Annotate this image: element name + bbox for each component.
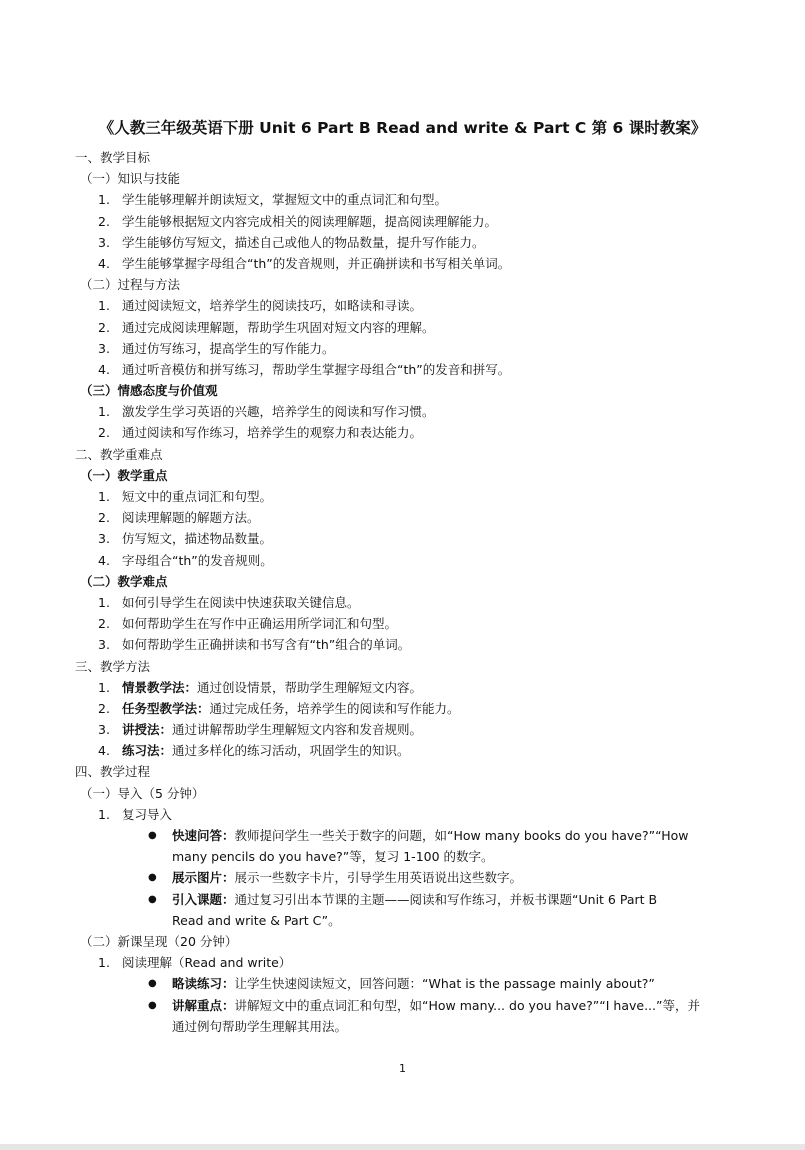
section-heading: 一、教学目标 [75, 150, 151, 165]
list-item-text: 学生能够理解并朗读短文，掌握短文中的重点词汇和句型。 [122, 192, 448, 208]
list-item [0, 952, 805, 973]
list-item [0, 592, 805, 613]
document-title: 《人教三年级英语下册 Unit 6 Part B Read and write & Part C 第 6 课时教案》 [98, 119, 707, 137]
list-item-number: 1. [98, 298, 110, 314]
list-item-number: 4. [98, 255, 110, 271]
bullet-item-text: 教师提问学生一些关于数字的问题，如“How many books do you have?”“How [234, 828, 689, 843]
section-heading: 二、教学重难点 [75, 446, 163, 462]
list-item [0, 698, 805, 719]
list-item-number: 1. [98, 955, 110, 971]
list-item-text: 复习导入 [122, 806, 173, 822]
list-item-text: 阅读理解（Read and write） [122, 955, 292, 971]
list-item-text: 通过多样化的练习活动，巩固学生的知识。 [172, 743, 410, 759]
list-item-text: 短文中的重点词汇和句型。 [122, 489, 273, 504]
list-item-text: 学生能够根据短文内容完成相关的阅读理解题，提高阅读理解能力。 [122, 213, 498, 229]
list-item [0, 338, 805, 359]
list-item [0, 232, 805, 253]
list-item-number: 4. [98, 552, 110, 568]
list-item-number: 1. [98, 679, 110, 695]
list-item-number: 1. [98, 404, 110, 420]
list-item-number: 2. [98, 425, 110, 441]
list-item [0, 317, 805, 338]
list-item [0, 486, 805, 507]
list-item [0, 634, 805, 655]
subsection-heading: （二）新课呈现（20 分钟） [80, 933, 238, 949]
subsection-heading: （一）知识与技能 [80, 171, 181, 187]
list-item-text: 如何帮助学生在写作中正确运用所学词汇和句型。 [122, 616, 398, 632]
list-item-number: 1. [98, 489, 110, 504]
list-item [0, 550, 805, 571]
list-item-number: 2. [98, 616, 110, 632]
bullet-item-continuation: 通过例句帮助学生理解其用法。 [172, 1018, 348, 1034]
bullet-item-continuation: Read and write & Part C”。 [172, 912, 341, 928]
bullet-dot-icon: ● [148, 978, 157, 990]
list-item-text: 学生能够掌握字母组合“th”的发音规则，并正确拼读和书写相关单词。 [122, 255, 511, 271]
list-item [0, 804, 805, 825]
list-item-text: 通过仿写练习，提高学生的写作能力。 [122, 340, 335, 356]
list-item-number: 3. [98, 234, 110, 250]
bullet-item [0, 995, 805, 1016]
list-item-number: 3. [98, 340, 110, 356]
list-item-text: 通过讲解帮助学生理解短文内容和发音规则。 [172, 722, 423, 738]
list-item [0, 401, 805, 422]
list-item-text: 激发学生学习英语的兴趣，培养学生的阅读和写作习惯。 [122, 404, 435, 420]
subsection-heading: （三）情感态度与价值观 [80, 383, 218, 399]
subsection-heading: （一）教学重点 [80, 467, 168, 483]
bullet-item [0, 825, 805, 846]
list-item-number: 1. [98, 192, 110, 208]
subsection-heading: （二）教学难点 [80, 573, 168, 589]
list-item-label: 任务型教学法： [122, 700, 210, 716]
bullet-item-label: 快速问答： [172, 828, 235, 843]
bullet-dot-icon: ● [148, 830, 157, 841]
bullet-item [0, 889, 805, 910]
bullet-item-label: 引入课题： [172, 891, 235, 907]
list-item [0, 719, 805, 740]
list-item-text: 阅读理解题的解题方法。 [122, 510, 260, 526]
list-item-label: 情景教学法： [122, 679, 198, 695]
bullet-item [0, 973, 805, 994]
bullet-dot-icon: ● [148, 999, 157, 1011]
list-item-text: 通过听音模仿和拼写练习，帮助学生掌握字母组合“th”的发音和拼写。 [122, 361, 511, 377]
list-item-number: 1. [98, 806, 110, 822]
list-item-number: 2. [98, 700, 110, 716]
list-item-number: 2. [98, 510, 110, 526]
list-item-text: 通过完成任务，培养学生的阅读和写作能力。 [209, 700, 460, 716]
list-item-number: 3. [98, 531, 110, 547]
page-number: 1 [399, 1062, 406, 1075]
list-item [0, 613, 805, 634]
bullet-item-label: 略读练习： [172, 976, 235, 992]
bullet-dot-icon: ● [148, 872, 157, 884]
bullet-item-label: 展示图片： [172, 870, 235, 886]
subsection-heading: （一）导入（5 分钟） [80, 785, 205, 801]
list-item-number: 3. [98, 722, 110, 738]
list-item-text: 通过完成阅读理解题，帮助学生巩固对短文内容的理解。 [122, 319, 435, 335]
list-item-number: 4. [98, 361, 110, 377]
section-heading: 三、教学方法 [75, 658, 151, 674]
section-heading: 四、教学过程 [75, 764, 151, 780]
bullet-dot-icon: ● [148, 893, 157, 905]
list-item-label: 讲授法： [122, 722, 173, 738]
list-item [0, 253, 805, 274]
list-item [0, 740, 805, 761]
list-item-text: 如何引导学生在阅读中快速获取关键信息。 [122, 594, 360, 610]
bullet-item-text: 讲解短文中的重点词汇和句型，如“How many... do you have?”“I have...”等，并 [234, 997, 700, 1013]
list-item-label: 练习法： [122, 743, 173, 759]
list-item-number: 2. [98, 319, 110, 335]
list-item [0, 528, 805, 549]
list-item [0, 211, 805, 232]
list-item-text: 仿写短文，描述物品数量。 [122, 531, 273, 547]
list-item-text: 字母组合“th”的发音规则。 [122, 552, 273, 568]
bullet-item-text: 展示一些数字卡片，引导学生用英语说出这些数字。 [234, 870, 523, 886]
bullet-item [0, 867, 805, 888]
list-item [0, 422, 805, 443]
list-item-text: 通过阅读短文，培养学生的阅读技巧，如略读和寻读。 [122, 298, 423, 314]
list-item-number: 3. [98, 637, 110, 653]
bullet-item-text: 通过复习引出本节课的主题——阅读和写作练习，并板书课题“Unit 6 Part B [234, 891, 658, 907]
list-item [0, 189, 805, 210]
bullet-item-text: 让学生快速阅读短文，回答问题：“What is the passage mainly about?” [234, 976, 655, 992]
list-item [0, 677, 805, 698]
list-item-number: 2. [98, 213, 110, 229]
list-item-text: 通过阅读和写作练习，培养学生的观察力和表达能力。 [122, 425, 423, 441]
subsection-heading: （二）过程与方法 [80, 277, 181, 293]
list-item [0, 507, 805, 528]
bullet-item-label: 讲解重点： [172, 997, 235, 1013]
list-item-number: 1. [98, 594, 110, 610]
page-bottom-edge [0, 1144, 805, 1150]
list-item-number: 4. [98, 743, 110, 759]
list-item-text: 学生能够仿写短文，描述自己或他人的物品数量，提升写作能力。 [122, 234, 485, 250]
document-body [0, 147, 805, 1037]
list-item [0, 359, 805, 380]
list-item-text: 如何帮助学生正确拼读和书写含有“th”组合的单词。 [122, 637, 411, 653]
list-item [0, 295, 805, 316]
list-item-text: 通过创设情景，帮助学生理解短文内容。 [197, 679, 423, 695]
bullet-item-continuation: many pencils do you have?”等，复习 1-100 的数字。 [172, 849, 494, 865]
